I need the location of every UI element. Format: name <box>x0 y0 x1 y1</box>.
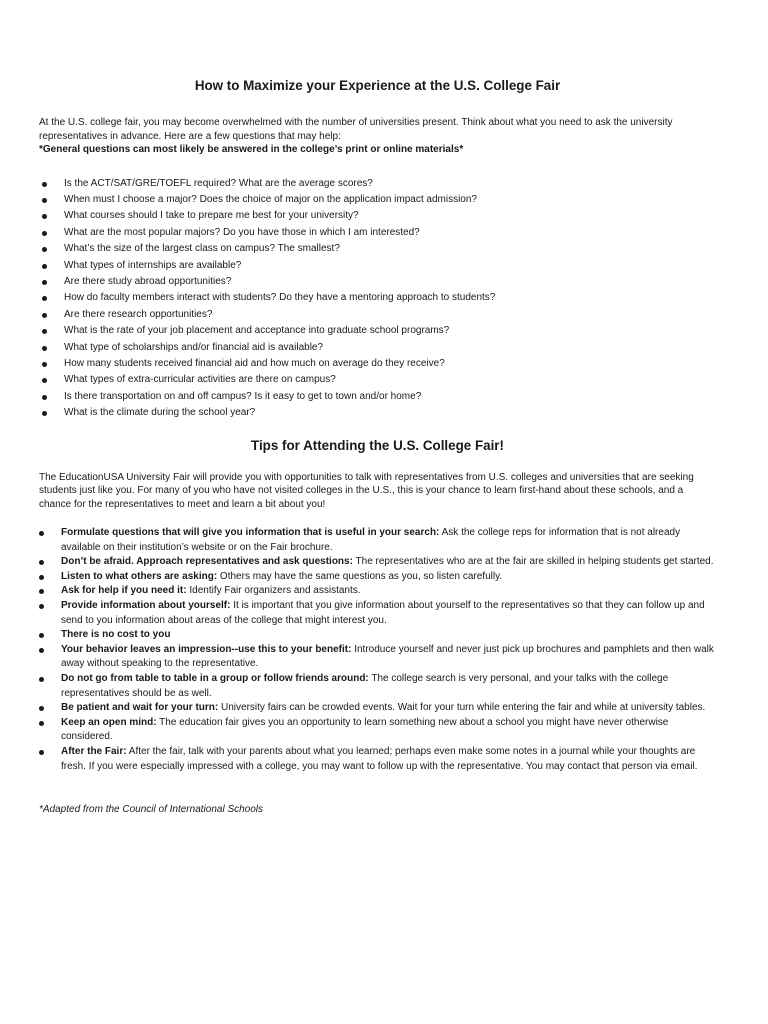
tip-item <box>39 628 716 643</box>
question-text: What types of internships are available? <box>64 259 242 271</box>
bullet-icon <box>39 677 44 682</box>
question-item <box>39 405 716 421</box>
bullet-icon <box>39 604 44 609</box>
tip-lead: Listen to what others are asking: <box>61 570 218 582</box>
tip-item <box>39 526 716 555</box>
tip-text: Identify Fair organizers and assistants. <box>186 585 361 597</box>
question-text: What’s the size of the largest class on campus? The smallest? <box>64 243 340 255</box>
footnote: *Adapted from the Council of International Schools <box>39 804 264 816</box>
tip-lead: Ask for help if you need it: <box>61 585 187 597</box>
tip-lead: Don’t be afraid. Approach representatives and ask questions: <box>61 556 353 568</box>
tip-text: Ask the college reps for information that is not already available on their institution’s website or on the Fair brochure. <box>61 527 681 553</box>
bullet-icon <box>42 362 47 367</box>
section2-intro: The EducationUSA University Fair will provide you with opportunities to talk with representatives from U.S. colleges and universities that are seeking students just like you. For many of you who have not visited colleges in the U.S., this is your chance to learn first-hand about these schools, and a chance for the representatives to meet and learn a bit about you! <box>39 471 694 510</box>
question-item <box>39 389 716 405</box>
question-item <box>39 323 716 339</box>
tip-lead: Provide information about yourself: <box>61 600 231 612</box>
tip-text: Introduce yourself and never just pick up brochures and pamphlets and then walk away without speaking to the representative. <box>61 643 714 670</box>
tip-lead: Formulate questions that will give you information that is useful in your search: <box>61 527 440 539</box>
bullet-icon <box>39 589 44 594</box>
questions-list <box>39 176 716 422</box>
question-item <box>39 356 716 372</box>
tip-text: It is important that you give information about yourself to the representatives so that they can follow up and send to you information about areas of the college that might interest you. <box>61 600 705 626</box>
section1-title: How to Maximize your Experience at the U.S. College Fair <box>194 78 561 93</box>
tips-list <box>39 526 716 774</box>
bullet-icon <box>39 575 44 580</box>
question-text: How many students received financial aid and how much on average do they receive? <box>64 357 445 369</box>
bullet-icon <box>39 633 44 638</box>
bullet-icon <box>42 214 47 219</box>
tip-item <box>39 570 716 585</box>
question-item <box>39 290 716 306</box>
question-text: What types of extra-curricular activities are there on campus? <box>64 374 336 386</box>
bullet-icon <box>42 247 47 252</box>
question-text: What courses should I take to prepare me best for your university? <box>64 210 359 222</box>
tip-item <box>39 555 716 570</box>
question-text: What type of scholarships and/or financial aid is available? <box>64 341 324 353</box>
bullet-icon <box>42 313 47 318</box>
question-item <box>39 340 716 356</box>
question-text: Is the ACT/SAT/GRE/TOEFL required? What are the average scores? <box>64 177 373 189</box>
bullet-icon <box>42 296 47 301</box>
question-text: When must I choose a major? Does the choice of major on the application impact admission? <box>64 193 477 205</box>
tip-item <box>39 672 716 701</box>
tip-item <box>39 701 716 716</box>
tip-item <box>39 745 716 774</box>
question-text: Is there transportation on and off campus? Is it easy to get to town and/or home? <box>64 390 422 402</box>
question-item <box>39 208 716 224</box>
tip-lead: There is no cost to you <box>61 629 171 641</box>
section1-intro: At the U.S. college fair, you may become overwhelmed with the number of universities present. Think about what you need to ask the university representatives in advance. Here are a few questions that may help: <box>39 117 673 142</box>
bullet-icon <box>39 721 44 726</box>
tip-lead: After the Fair: <box>61 746 127 757</box>
tip-text: The college search is very personal, and your talks with the college representatives should be as well. <box>61 673 669 699</box>
bullet-icon <box>42 264 47 269</box>
tip-text: University fairs can be crowded events. Wait for your turn while entering the fair and while at university tables. <box>218 702 706 714</box>
tip-item <box>39 584 716 599</box>
bullet-icon <box>42 378 47 383</box>
tip-lead: Keep an open mind: <box>61 716 157 728</box>
tip-lead: Do not go from table to table in a group or follow friends around: <box>61 673 369 685</box>
bullet-icon <box>42 411 47 416</box>
tip-lead: Be patient and wait for your turn: <box>61 702 219 714</box>
bullet-icon <box>42 231 47 236</box>
bullet-icon <box>39 706 44 711</box>
question-text: Are there study abroad opportunities? <box>64 275 232 287</box>
question-item <box>39 176 716 192</box>
tip-text: The education fair gives you an opportunity to learn something new about a school you might have never otherwise considered. <box>61 716 669 743</box>
tip-item <box>39 643 716 672</box>
question-item <box>39 241 716 257</box>
tip-text: The representatives who are at the fair are skilled in helping students get started. <box>352 556 714 568</box>
tip-item <box>39 599 716 628</box>
question-text: What is the rate of your job placement and acceptance into graduate school programs? <box>64 325 450 337</box>
question-item <box>39 372 716 388</box>
bullet-icon <box>39 648 44 653</box>
bullet-icon <box>39 560 44 565</box>
bullet-icon <box>42 395 47 400</box>
tip-item <box>39 716 716 745</box>
bullet-icon <box>42 346 47 351</box>
question-text: Are there research opportunities? <box>64 308 213 320</box>
question-text: What is the climate during the school year? <box>64 407 256 419</box>
bullet-icon <box>42 198 47 203</box>
section2-title: Tips for Attending the U.S. College Fair! <box>251 437 504 453</box>
question-item <box>39 225 716 241</box>
bullet-icon <box>39 750 44 755</box>
bullet-icon <box>39 531 44 536</box>
bullet-icon <box>42 182 47 187</box>
question-text: How do faculty members interact with students? Do they have a mentoring approach to students? <box>64 292 496 304</box>
bullet-icon <box>42 280 47 285</box>
tip-text: After the fair, talk with your parents about what you learned; perhaps even make some notes in a journal while your thoughts are fresh. If you were especially impressed with a college, you may want to follow up with the representative. You may contact that person via email. <box>61 746 698 772</box>
tip-lead: Your behavior leaves an impression--use this to your benefit: <box>61 643 352 655</box>
question-item <box>39 258 716 274</box>
bullet-icon <box>42 329 47 334</box>
question-item <box>39 192 716 208</box>
question-text: What are the most popular majors? Do you have those in which I am interested? <box>64 226 420 238</box>
tip-text: Others may have the same questions as you, so listen carefully. <box>217 570 503 582</box>
section1-note: *General questions can most likely be answered in the college’s print or online materials* <box>39 144 464 155</box>
question-item <box>39 307 716 323</box>
question-item <box>39 274 716 290</box>
